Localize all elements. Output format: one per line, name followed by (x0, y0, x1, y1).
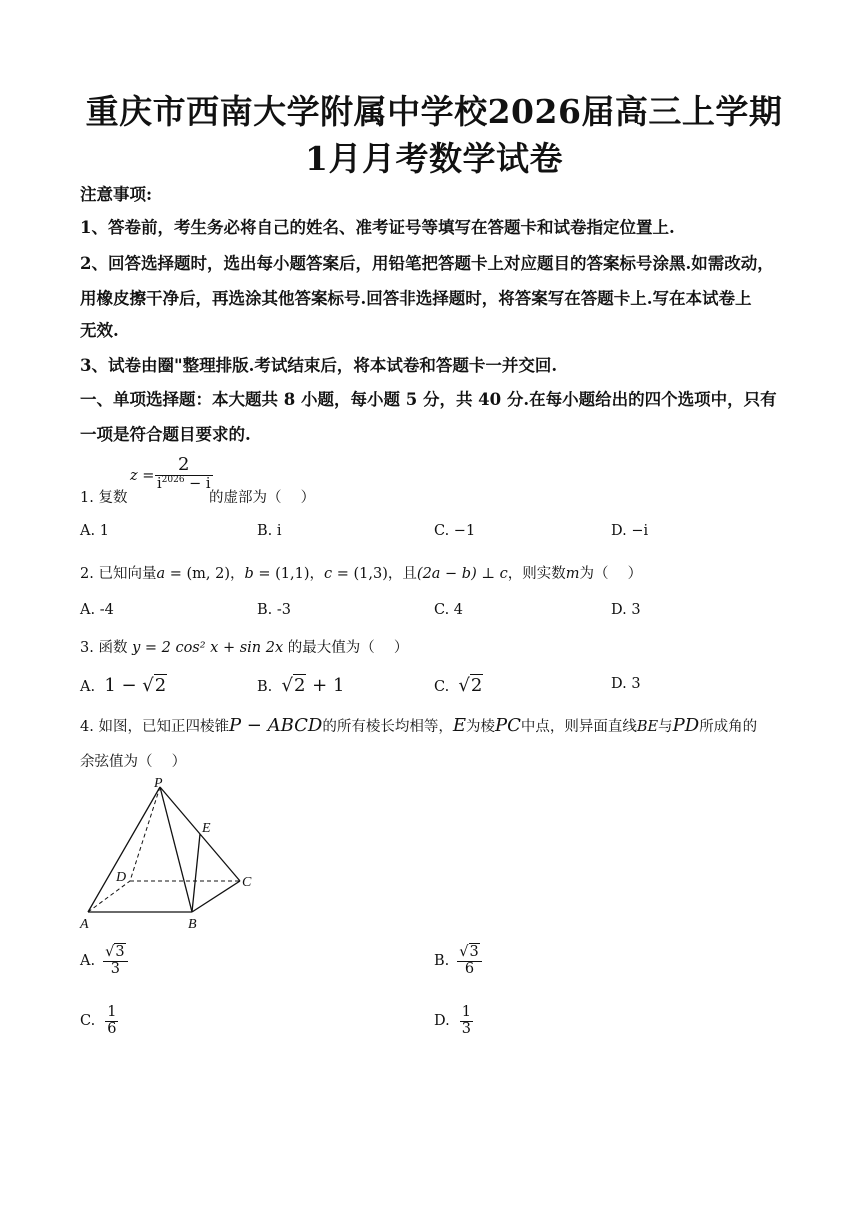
q1-option-b: B. i (257, 523, 282, 539)
q2-cond-pre: ，且 (387, 566, 417, 582)
q2-suffix: ，则实数 (507, 566, 566, 582)
edge-pd (130, 787, 160, 881)
q4-option-a-num: 3 (115, 944, 125, 960)
label-c: C (242, 875, 252, 890)
sqrt-icon: √3 (105, 944, 125, 960)
q4-text-a: 4. 如图，已知正四棱锥 (80, 719, 229, 735)
section1-line2: 一项是符合题目要求的. (80, 425, 251, 444)
q1-den-exp: 2026 (161, 474, 185, 485)
q4-option-d-num: 1 (461, 1004, 471, 1020)
q1-suffix: 的虚部为（ ） (209, 490, 316, 506)
q4-option-a (80, 945, 128, 978)
q2-option-b: B. -3 (257, 602, 291, 618)
page-title-line1: 重庆市西南大学附属中学校2026届高三上学期 (85, 92, 783, 131)
q4-edge-pc: PC (495, 715, 521, 736)
q1-option-d: D. −i (611, 523, 649, 539)
q4-option-d (434, 1005, 473, 1038)
q2-condition: (2a − b) ⊥ c (416, 566, 508, 582)
q2-suffix2: 为（ ） (579, 566, 643, 582)
q4-option-d-label: D. (434, 1013, 450, 1030)
q4-option-c-den: 6 (107, 1020, 117, 1037)
q2-option-a: A. -4 (80, 602, 114, 618)
q3-option-a-rad: 2 (154, 675, 167, 696)
q2-option-d: D. 3 (611, 602, 641, 618)
notice-heading: 注意事项: (80, 185, 153, 204)
q3-prefix: 3. 函数 (80, 640, 128, 656)
q3-option-b-post: + 1 (306, 675, 345, 696)
q2-var-m: m (565, 566, 580, 582)
notice-item-3: 3、试卷由圈"整理排版.考试结束后，将本试卷和答题卡一并交回. (80, 356, 558, 375)
q1-fraction-box (155, 455, 213, 493)
sqrt-icon: √2 (281, 675, 306, 696)
q2-vec-b-value: = (1,1) (253, 566, 310, 582)
label-d: D (116, 870, 127, 885)
q4-text-b: 的所有棱长均相等， (322, 719, 453, 735)
q4-text-f: 所成角的 (699, 719, 758, 735)
q4-stem-line2: 余弦值为（ ） (80, 754, 187, 770)
q2-vec-c-value: = (1,3) (332, 566, 388, 582)
q1-den-base: i (157, 475, 162, 492)
q2-option-c: C. 4 (434, 602, 464, 618)
q1-numerator: 2 (155, 455, 213, 476)
q3-option-a-label: A. (80, 679, 96, 695)
notice-item-2-line1: 2、回答选择题时，选出每小题答案后，用铅笔把答题卡上对应题目的答案标号涂黑.如需改动， (80, 254, 774, 273)
segment-be (192, 834, 200, 912)
q2-stem: 2. 已知向量a = (m, 2)，b = (1,1)，c = (1,3)，且(2a − b) ⊥ c，则实数m为（ ） (80, 566, 643, 582)
edge-ad (88, 881, 130, 912)
q4-option-c (80, 1005, 118, 1038)
q4-pyramid: P − ABCD (228, 715, 323, 736)
q3-suffix: 的最大值为（ ） (287, 640, 409, 656)
notice-item-1: 1、答卷前，考生务必将自己的姓名、准考证号等填写在答题卡和试卷指定位置上. (80, 218, 675, 237)
q4-option-c-num: 1 (107, 1004, 117, 1020)
q1-z-eq: z = (130, 468, 155, 484)
q4-option-b-label: B. (434, 953, 450, 970)
q4-stem-line1 (80, 715, 757, 736)
q3-function: y = 2 cos² x + sin 2x (132, 640, 284, 656)
q2-vec-b: b (244, 566, 254, 582)
q3-stem (80, 636, 408, 657)
sqrt-icon: √3 (459, 944, 479, 960)
edge-bc (192, 881, 240, 912)
q1-option-a: A. 1 (80, 523, 109, 539)
edge-pa (88, 787, 160, 912)
notice-item-2-line3: 无效. (80, 321, 119, 340)
q4-option-b (434, 945, 482, 978)
section1-line1: 一、单项选择题：本大题共 8 小题，每小题 5 分，共 40 分.在每小题给出的四个选项中，只有 (80, 390, 777, 409)
q4-option-d-den: 3 (461, 1020, 471, 1037)
q1-den-tail: − i (184, 475, 211, 492)
q3-option-b-rad: 2 (293, 675, 306, 696)
q2-vec-c: c (324, 566, 333, 582)
label-b: B (188, 917, 197, 932)
q4-text-e: 与 (658, 719, 673, 735)
q4-text-d: 中点，则异面直线 (520, 719, 637, 735)
q4-option-b-num: 3 (469, 944, 479, 960)
q4-option-c-label: C. (80, 1013, 96, 1030)
sqrt-icon: √2 (142, 675, 167, 696)
q4-text-c: 为棱 (466, 719, 495, 735)
q3-option-c-label: C. (434, 679, 450, 695)
q2-prefix: 2. 已知向量 (80, 566, 157, 582)
label-p: P (154, 776, 163, 791)
q3-option-a (80, 675, 167, 696)
pyramid-diagram (70, 775, 270, 935)
sqrt-icon: √2 (458, 675, 483, 696)
q3-option-b (257, 675, 344, 696)
q4-line-pd: PD (672, 715, 700, 736)
q3-option-c-rad: 2 (470, 675, 483, 696)
q2-vec-a: a (156, 566, 166, 582)
q1-prefix: 1. 复数 (80, 490, 128, 506)
q4-option-b-den: 6 (464, 960, 475, 977)
q1-fraction (130, 468, 154, 484)
q3-option-b-label: B. (257, 679, 273, 695)
page-title-line2: 1月月考数学试卷 (305, 139, 563, 178)
q3-option-c (434, 675, 483, 696)
notice-item-2-line2: 用橡皮擦干净后，再选涂其他答案标号.回答非选择题时，将答案写在答题卡上.写在本试卷上 (80, 289, 752, 308)
q3-option-a-pre: 1 − (104, 675, 143, 696)
q4-line-be: BE (636, 719, 659, 735)
q4-point-e: E (452, 715, 466, 736)
q4-option-a-den: 3 (110, 960, 120, 977)
q4-option-a-label: A. (80, 953, 96, 970)
label-e: E (202, 821, 211, 836)
label-a: A (80, 917, 89, 932)
q1-option-c: C. −1 (434, 523, 476, 539)
q3-option-d: D. 3 (611, 676, 641, 692)
q2-vec-a-value: = (m, 2) (165, 566, 230, 582)
